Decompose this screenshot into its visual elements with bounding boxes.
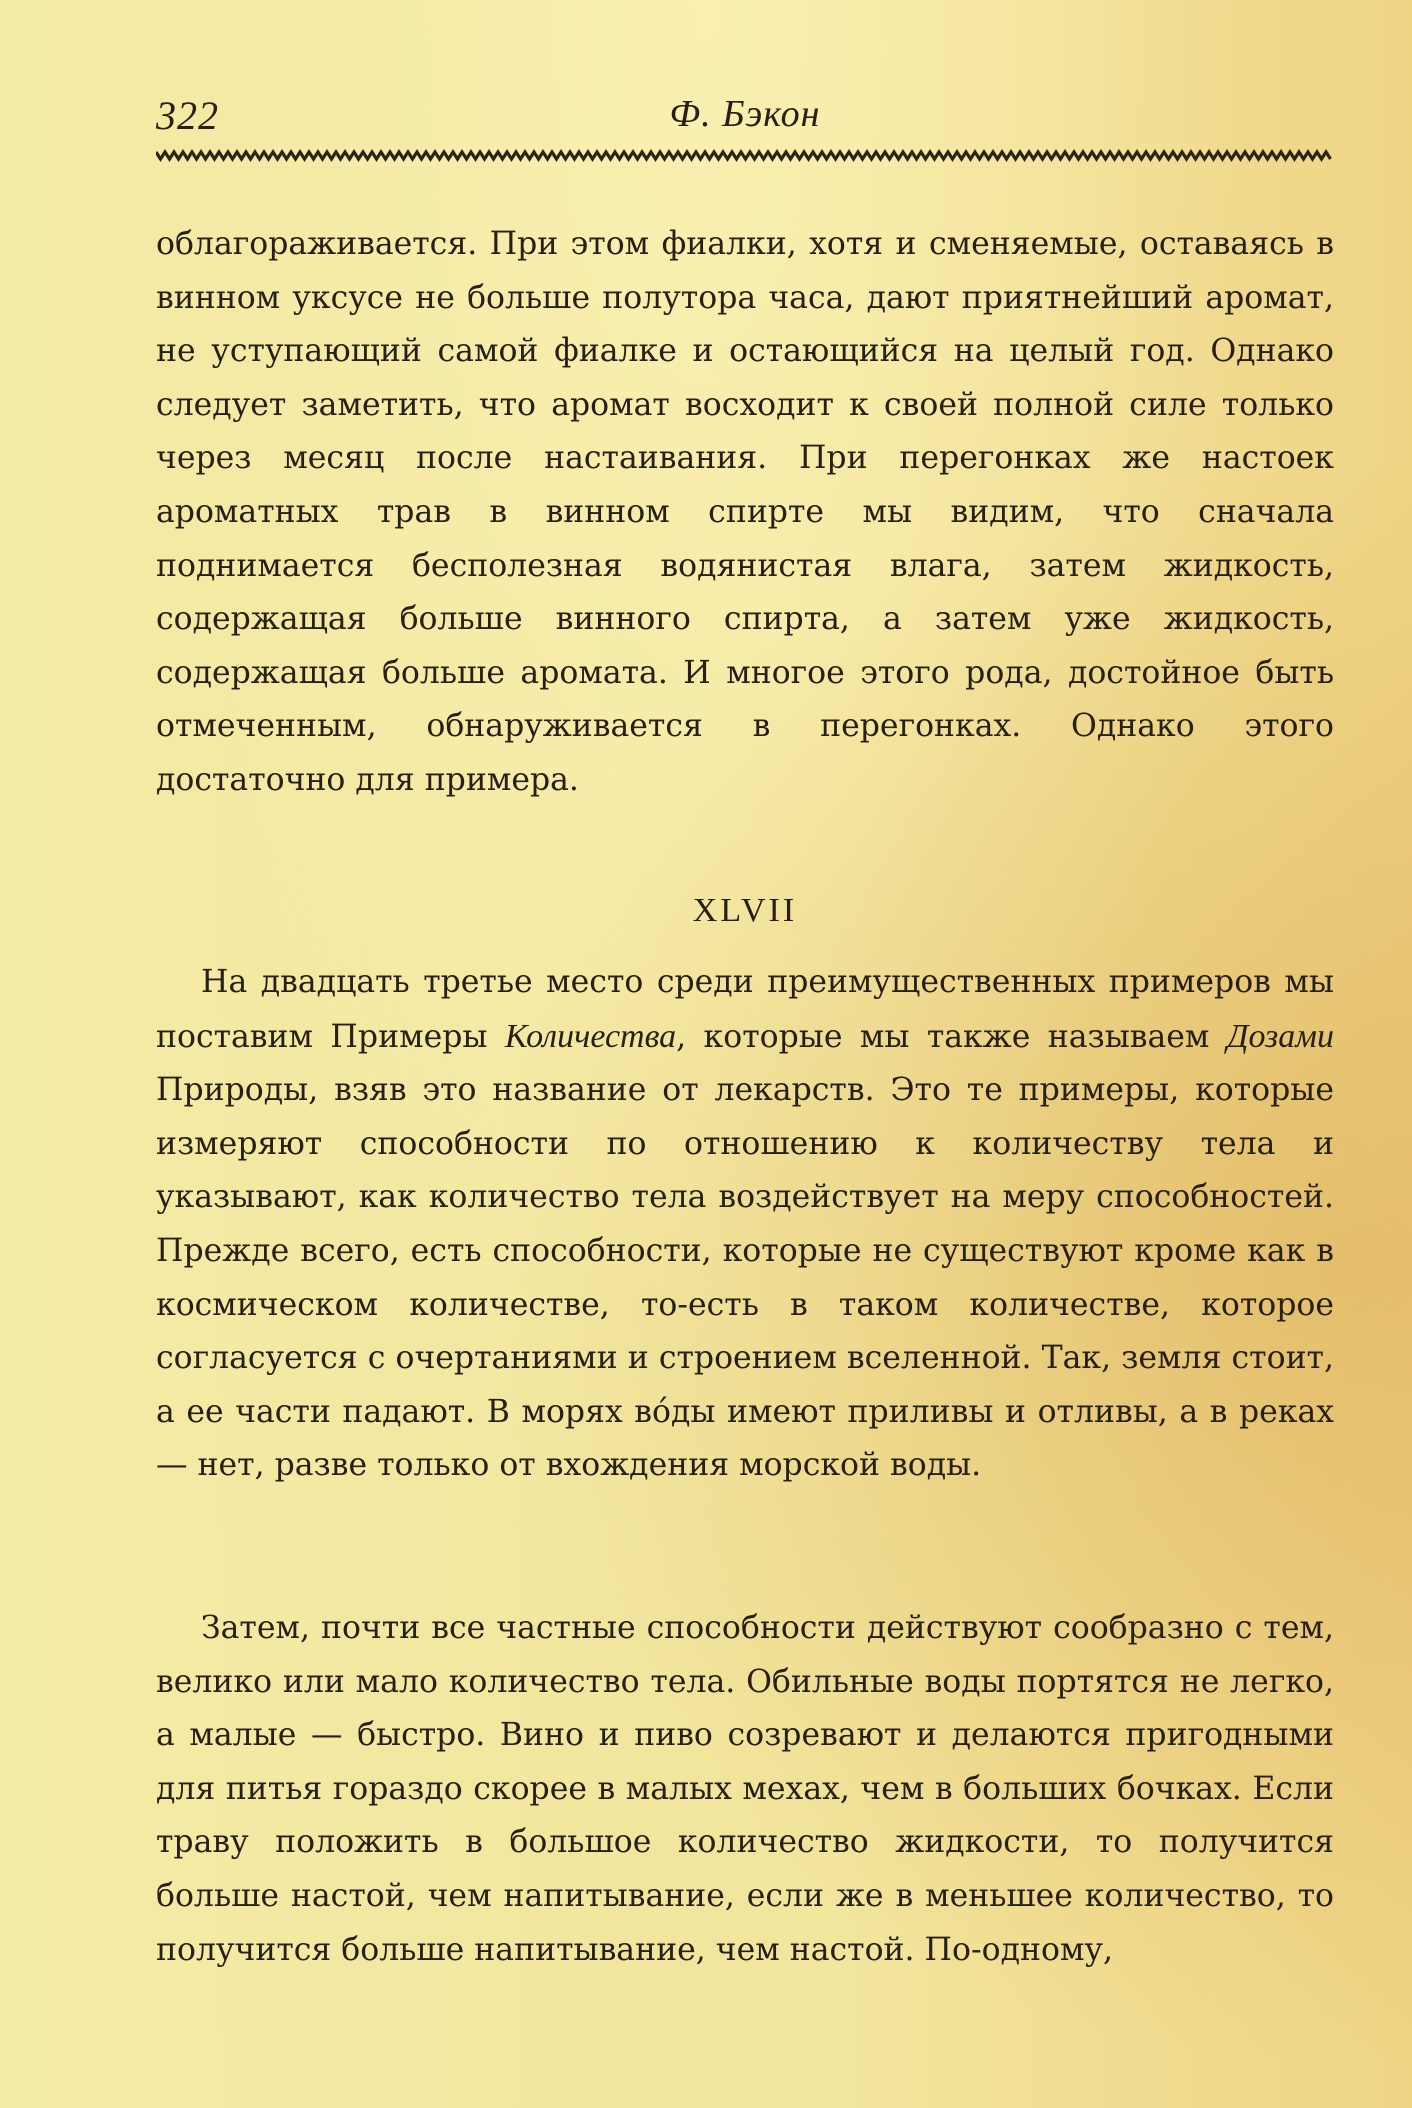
page-number: 322	[156, 93, 219, 138]
continued-paragraph	[156, 218, 1334, 808]
ornamental-rule	[156, 148, 1334, 162]
running-head	[156, 92, 1334, 148]
paragraph-text: Затем, почти все частные способности действуют сообразно с тем, велико или мало количество тела. Обильные воды портятся не легко, а малые — быстро. Вино и пиво созревают и делаются пригодными для питья гораздо скорее в малых мехах, чем в больших бочках. Если траву положить в большое количество жидкости, то получится больше настой, чем напитывание, если же в меньшее количество, то получится больше напитывание, чем настой. По-одному,	[156, 1610, 1334, 1968]
paragraph-text-part: , которые мы также называем	[676, 1018, 1227, 1055]
paragraph-text: облагораживается. При этом фиалки, хотя и сменяемые, оставаясь в винном уксусе не больше полутора часа, дают приятнейший аромат, не уступающий самой фиалке и остающийся на целый год. Однако следует заметить, что аромат восходит к своей полной силе только через месяц после настаивания. При перегонках же настоек ароматных трав в винном спирте мы видим, что сначала поднимается бесполезная водянистая влага, затем жидкость, содержащая больше винного спирта, а затем уже жидкость, содержащая больше аромата. И многое этого рода, достойное быть отмеченным, обнаруживается в перегонках. Однако этого достаточно для примера.	[156, 226, 1334, 798]
italic-term-quantity: Количества	[504, 1017, 677, 1055]
section-heading: XLVII	[692, 892, 798, 929]
section-paragraph-1	[156, 956, 1334, 1493]
paragraph-text-part: Природы, взяв это название от лекарств. Это те примеры, которые измеряют способности по отношению к количеству тела и указывают, как количество тела воздействует на меру способностей. Прежде всего, есть способности, которые не существуют кроме как в космическом количестве, то-есть в таком количестве, которое согласуется с очертаниями и строением вселенной. Так, земля стоит, а ее части падают. В морях вóды имеют приливы и отливы, а в реках — нет, разве только от вхождения морской воды.	[156, 1072, 1334, 1484]
paragraph-text	[156, 956, 1334, 1493]
paragraph-text-part: На двадцать третье место среди преимущественных примеров мы поставим Примеры	[156, 964, 1334, 1055]
running-title: Ф. Бэкон	[669, 93, 821, 135]
section-paragraph-2	[156, 1602, 1334, 1977]
italic-term-doses: Дозами	[1226, 1017, 1334, 1055]
